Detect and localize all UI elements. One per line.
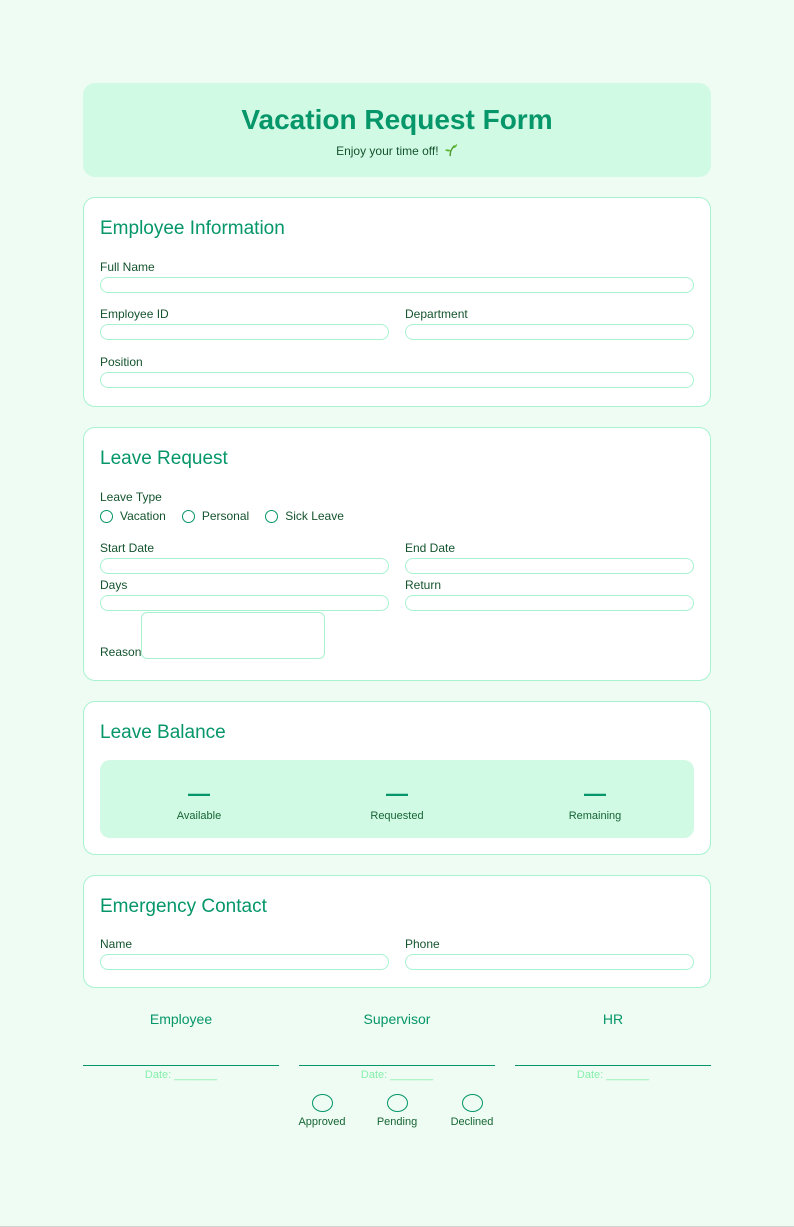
signature-employee [83, 1011, 279, 1082]
status-checkbox[interactable] [387, 1094, 408, 1112]
signature-title: Supervisor [363, 1011, 431, 1027]
signature-title: Employee [149, 1011, 213, 1027]
stat-label: Requested [370, 810, 424, 822]
signature-date: Date: _______ [576, 1069, 650, 1081]
page-title: Vacation Request Form [241, 104, 553, 135]
full-name-label: Full Name [100, 260, 155, 274]
status-label: Pending [376, 1116, 418, 1128]
signature-line[interactable] [83, 1027, 279, 1066]
subtitle-text: Enjoy your time off! [336, 144, 439, 158]
stat-requested [298, 760, 496, 838]
employee-id-input[interactable] [100, 324, 389, 340]
radio-label: Sick Leave [285, 509, 344, 523]
signature-hr [515, 1011, 711, 1082]
status-approved[interactable] [285, 1094, 360, 1129]
emergency-name-label: Name [100, 937, 133, 951]
leave-balance-panel [100, 760, 694, 838]
section-heading: Employee Information [100, 218, 285, 239]
status-label: Approved [298, 1116, 346, 1128]
status-declined[interactable] [435, 1094, 510, 1129]
emergency-contact-section [83, 875, 711, 988]
status-checkbox[interactable] [462, 1094, 483, 1112]
emergency-phone-input[interactable] [405, 954, 694, 970]
radio-button[interactable] [100, 510, 113, 523]
leave-type-sick-leave[interactable] [265, 509, 344, 523]
stat-label: Remaining [568, 810, 622, 822]
radio-button[interactable] [265, 510, 278, 523]
leave-type-vacation[interactable] [100, 509, 166, 523]
stat-label: Available [176, 810, 222, 822]
status-checkbox[interactable] [312, 1094, 333, 1112]
status-pending[interactable] [360, 1094, 435, 1129]
days-label: Days [100, 578, 128, 592]
position-label: Position [100, 355, 143, 369]
days-input[interactable] [100, 595, 389, 611]
leave-type-label: Leave Type [100, 490, 162, 504]
return-input[interactable] [405, 595, 694, 611]
section-heading: Leave Request [100, 448, 228, 469]
stat-value: — [583, 781, 606, 806]
employee-id-label: Employee ID [100, 307, 169, 321]
stat-remaining [496, 760, 694, 838]
reason-label: Reason [100, 645, 142, 659]
stat-available [100, 760, 298, 838]
signature-line[interactable] [515, 1027, 711, 1066]
position-input[interactable] [100, 372, 694, 388]
signature-title: HR [602, 1011, 624, 1027]
vacation-request-form [83, 83, 711, 1129]
sprout-icon [444, 143, 458, 157]
department-label: Department [405, 307, 468, 321]
leave-request-section [83, 427, 711, 681]
stat-value: — [385, 781, 408, 806]
status-label: Declined [450, 1116, 494, 1128]
page-subtitle [83, 143, 711, 159]
section-heading: Leave Balance [100, 722, 226, 743]
approval-status-group [83, 1094, 711, 1129]
start-date-input[interactable] [100, 558, 389, 574]
end-date-label: End Date [405, 541, 456, 555]
radio-label: Personal [201, 509, 250, 523]
radio-button[interactable] [182, 510, 195, 523]
signature-date: Date: _______ [144, 1069, 218, 1081]
employee-information-section [83, 197, 711, 407]
return-label: Return [405, 578, 442, 592]
stat-value: — [187, 781, 210, 806]
radio-label: Vacation [120, 509, 166, 523]
start-date-label: Start Date [100, 541, 155, 555]
signature-supervisor [299, 1011, 495, 1082]
emergency-name-input[interactable] [100, 954, 389, 970]
full-name-input[interactable] [100, 277, 694, 293]
leave-type-radio-group [100, 509, 694, 523]
signature-section [83, 1011, 711, 1082]
signature-date: Date: _______ [360, 1069, 434, 1081]
emergency-phone-label: Phone [405, 937, 440, 951]
reason-textarea[interactable] [141, 612, 325, 659]
section-heading: Emergency Contact [100, 896, 267, 917]
form-header [83, 83, 711, 177]
end-date-input[interactable] [405, 558, 694, 574]
leave-type-personal[interactable] [182, 509, 249, 523]
leave-balance-section [83, 701, 711, 855]
signature-line[interactable] [299, 1027, 495, 1066]
department-input[interactable] [405, 324, 694, 340]
